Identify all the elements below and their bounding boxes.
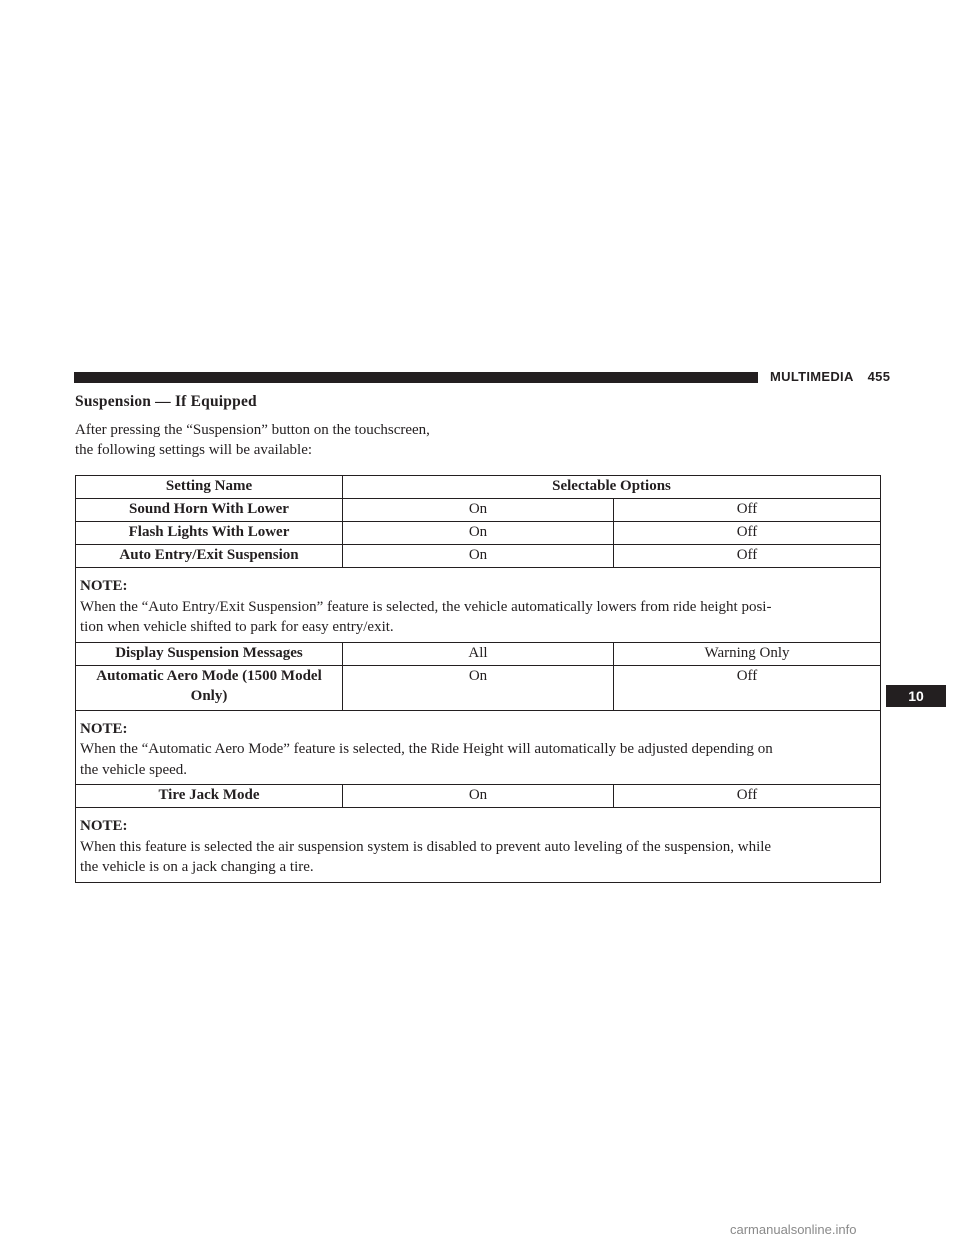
option-1: All xyxy=(343,642,614,665)
note-cell xyxy=(76,710,881,785)
setting-name: Auto Entry/Exit Suspension xyxy=(76,545,343,568)
setting-name: Sound Horn With Lower xyxy=(76,499,343,522)
note-line: When the “Automatic Aero Mode” feature is selected, the Ride Height will automatically be adjusted depending on xyxy=(80,741,773,757)
option-2: Off xyxy=(614,545,881,568)
note-line: When this feature is selected the air suspension system is disabled to prevent auto leveling of the suspension, while xyxy=(80,838,772,855)
intro-line: After pressing the “Suspension” button on the touchscreen, xyxy=(75,422,430,438)
option-2: Off xyxy=(614,785,881,808)
setting-name-line: Automatic Aero Mode (1500 Model xyxy=(96,667,322,684)
note-row xyxy=(76,710,881,785)
option-2: Off xyxy=(614,665,881,710)
note-label: NOTE: xyxy=(80,578,128,594)
table-row xyxy=(76,665,881,710)
note-line: When the “Auto Entry/Exit Suspension” feature is selected, the vehicle automatically lowers from ride height posi- xyxy=(80,598,772,615)
option-1: On xyxy=(343,499,614,522)
option-1: On xyxy=(343,785,614,808)
section-title: Suspension — If Equipped xyxy=(75,393,257,410)
header-rule xyxy=(74,372,758,383)
note-line: the vehicle speed. xyxy=(80,761,188,778)
intro-line: the following settings will be available: xyxy=(75,442,313,458)
setting-name: Tire Jack Mode xyxy=(76,785,343,808)
option-1: On xyxy=(343,522,614,545)
page-number: 455 xyxy=(867,369,891,384)
option-1: On xyxy=(343,545,614,568)
option-2: Warning Only xyxy=(614,642,881,665)
table-row xyxy=(76,499,881,522)
option-2: Off xyxy=(614,499,881,522)
option-1: On xyxy=(343,665,614,710)
header-selectable-options: Selectable Options xyxy=(343,476,881,499)
chapter-tab: 10 xyxy=(886,685,946,707)
header-section: MULTIMEDIA xyxy=(770,369,854,384)
note-line: tion when vehicle shifted to park for easy entry/exit. xyxy=(80,619,394,635)
note-cell xyxy=(76,568,881,643)
note-row xyxy=(76,808,881,883)
setting-name xyxy=(76,665,343,710)
table-row xyxy=(76,642,881,665)
header-setting-name: Setting Name xyxy=(76,476,343,499)
note-line: the vehicle is on a jack changing a tire. xyxy=(80,859,314,875)
watermark-text: carmanualsonline.info xyxy=(730,1222,857,1237)
intro-paragraph xyxy=(75,420,495,460)
running-header xyxy=(770,369,890,384)
table-header-row xyxy=(76,476,881,499)
note-cell xyxy=(76,808,881,883)
table-row xyxy=(76,785,881,808)
note-label: NOTE: xyxy=(80,720,128,737)
setting-name-line: Only) xyxy=(190,687,228,704)
setting-name: Flash Lights With Lower xyxy=(76,522,343,545)
note-row xyxy=(76,568,881,643)
table-row xyxy=(76,522,881,545)
suspension-settings-table xyxy=(75,475,881,883)
note-label: NOTE: xyxy=(80,818,128,834)
option-2: Off xyxy=(614,522,881,545)
table-row xyxy=(76,545,881,568)
setting-name: Display Suspension Messages xyxy=(76,642,343,665)
